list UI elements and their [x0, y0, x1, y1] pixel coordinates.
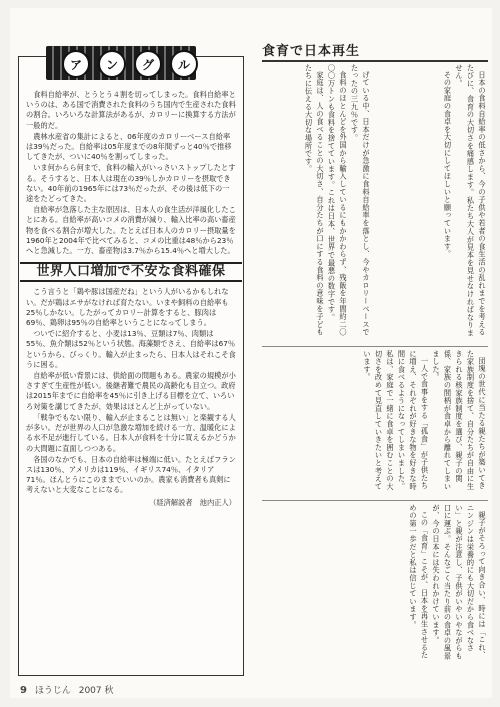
page-footer [20, 683, 114, 696]
vertical-text-block [262, 64, 372, 342]
article-paragraph: 食料のほとんどを外国から輸入しているにもかかわらず、残飯を年間約二〇〇〇万トンも食料を捨てています。これは日本、世界で最悪の数字です。 [327, 64, 348, 337]
article-paragraph: 家庭は、人の食べることの大切さ、自分たちが口にする食料の意味を子どもたちに伝える大切な場所です。 [304, 64, 325, 337]
article-paragraph: 日本の食料自給率の低さから、今の子供や若者の食生活の乱れまでを考えるたびに、食育の大切さを痛感します。私たち大人が見本を見せなければなりません。 [455, 64, 487, 337]
article-paragraph: 親子がそろって向き合い、時には「これ、ニンジンは栄養的にも大切だから食べなさい」と親が注意し、子供がいやいやながらも口に運ぶ。そんなごく当たり前の食卓の風景が、今の日本には失われかけています。 [432, 504, 487, 660]
article-paragraph: いま何からら何まで、食料の輸入がいっさいストップしたとする。そうすると、日本人は現在の39％しかカロリーを摂取できない。40年前の1965年には73％だったが、その後は低下の一途をたどってきた。 [26, 163, 236, 204]
article-paragraph: 「戦争でもない限り、輸入が止まることは無い」と楽観する人が多い。だが世界の人口が急激な増加を続ける一方、温暖化による水不足が進行している。日本人が食料を十分に買えるかどうかの大問題に直面しつつある。 [26, 412, 236, 453]
article-paragraph: げている中、日本だけが急激に食料自給率を落とし、今やカロリーベースでたったの三九％です。 [350, 64, 371, 337]
article-paragraph: 各国のなかでも、日本の自給率は極端に低い。たとえばフランスは130％、アメリカは119％、イギリス74％、イタリア71％。ほんとうにこのままでいいのか。農家も消費者も真剣に考えないと大変なことになる。 [26, 454, 236, 495]
banner-char: ア [62, 50, 90, 78]
page-number: 9 [20, 685, 27, 696]
article-paragraph: 食料自給率が、とうとう４割を切ってしまった。食料自給率というのは、ある国で消費された食料のうち国内で生産された食料の割合。いろいろな計算法があるが、カロリーに換算する方法が一般的だ。 [26, 90, 236, 130]
vertical-text-block [262, 504, 488, 660]
article-paragraph: 団塊の世代に当たる親たちが築いてきた家族制度を捨て、自分たちが自由に生きられる核家族制度を選び、親子の関係、家族の間柄が食卓から離れてしまいました。 [432, 350, 487, 491]
section-heading: 世界人口増加で不安な食料確保 [20, 262, 242, 282]
article-paragraph: 自給率が急落した主な原因は、日本人の食生活が洋風化したことにある。自給率が高いコメの消費が減り、輸入比率の高い畜産物を食べる割合が増大した。たとえば日本人のカロリー摂取量を1960年と2004年で比べてみると、コメの比重は48％から23％へと急減した。一方、畜産物は3.7％から15.4％へと増大した。 [26, 205, 236, 256]
article-attribution: （経済解説者 池内正人） [149, 497, 236, 507]
article-paragraph: その家庭の食卓を大切にしてほしいと願っています。 [443, 71, 453, 259]
article-paragraph: ついでに紹介すると、小麦は13％、豆類は7％、肉類は55％、魚介類は52％という状態。海藻類でさえ、自給率は67％というから、びっくり。輸入が止まったら、日本人はそれこそ食うに困る。 [26, 329, 236, 369]
banner-char: ン [98, 50, 126, 78]
article-paragraph: 一人で食事をする「孤食」が子供たちに増え、それぞれが好きな物を好きな時間に食べるようになってしまいました。私は、家庭で一緒に食卓を囲むことの大切さを改めて見直していきたいと考えています。 [363, 350, 430, 491]
article-paragraph: 農林水産省の集計によると、06年度のカロリーベース自給率は39％だった。自給率は05年度までの8年間ずっと40％で推移してきたが、ついに40％を割ってしまった。 [26, 131, 232, 162]
magazine-name: ほうじん [34, 686, 71, 696]
article-title: 食育で日本再生 [262, 40, 488, 62]
vertical-text-block [374, 64, 488, 342]
column-divider [262, 346, 488, 347]
banner-char: グ [134, 50, 162, 78]
vertical-text-block [262, 350, 488, 494]
issue-label: 2007 秋 [78, 686, 114, 696]
column-divider [262, 500, 488, 501]
article-paragraph: この「食育」こそが、日本を再生させるための第一歩だと私は信じています。 [409, 504, 430, 660]
article-paragraph: こう言うと「鶏や豚は国産だね」という人がいるかもしれない。だが鶏はエサがなければ育たない。いまや飼料の自給率も25％しかない。したがってカロリー計算をすると、豚肉は69％、鶏卵は95％の自給率ということになってしまう。 [26, 287, 229, 328]
article-paragraph: 自給率が低い背景には、供給面の問題もある。農家の規模が小さすぎて生産性が低い。後継者難で農民の高齢化も目立つ。政府は2015年までに自給率を45％に引き上げる目標を立て、いろいろ対策を講じてきたが、効果はほとんど上がっていない。 [26, 371, 236, 411]
angle-article-body [26, 90, 236, 509]
banner-char: ル [170, 50, 198, 78]
